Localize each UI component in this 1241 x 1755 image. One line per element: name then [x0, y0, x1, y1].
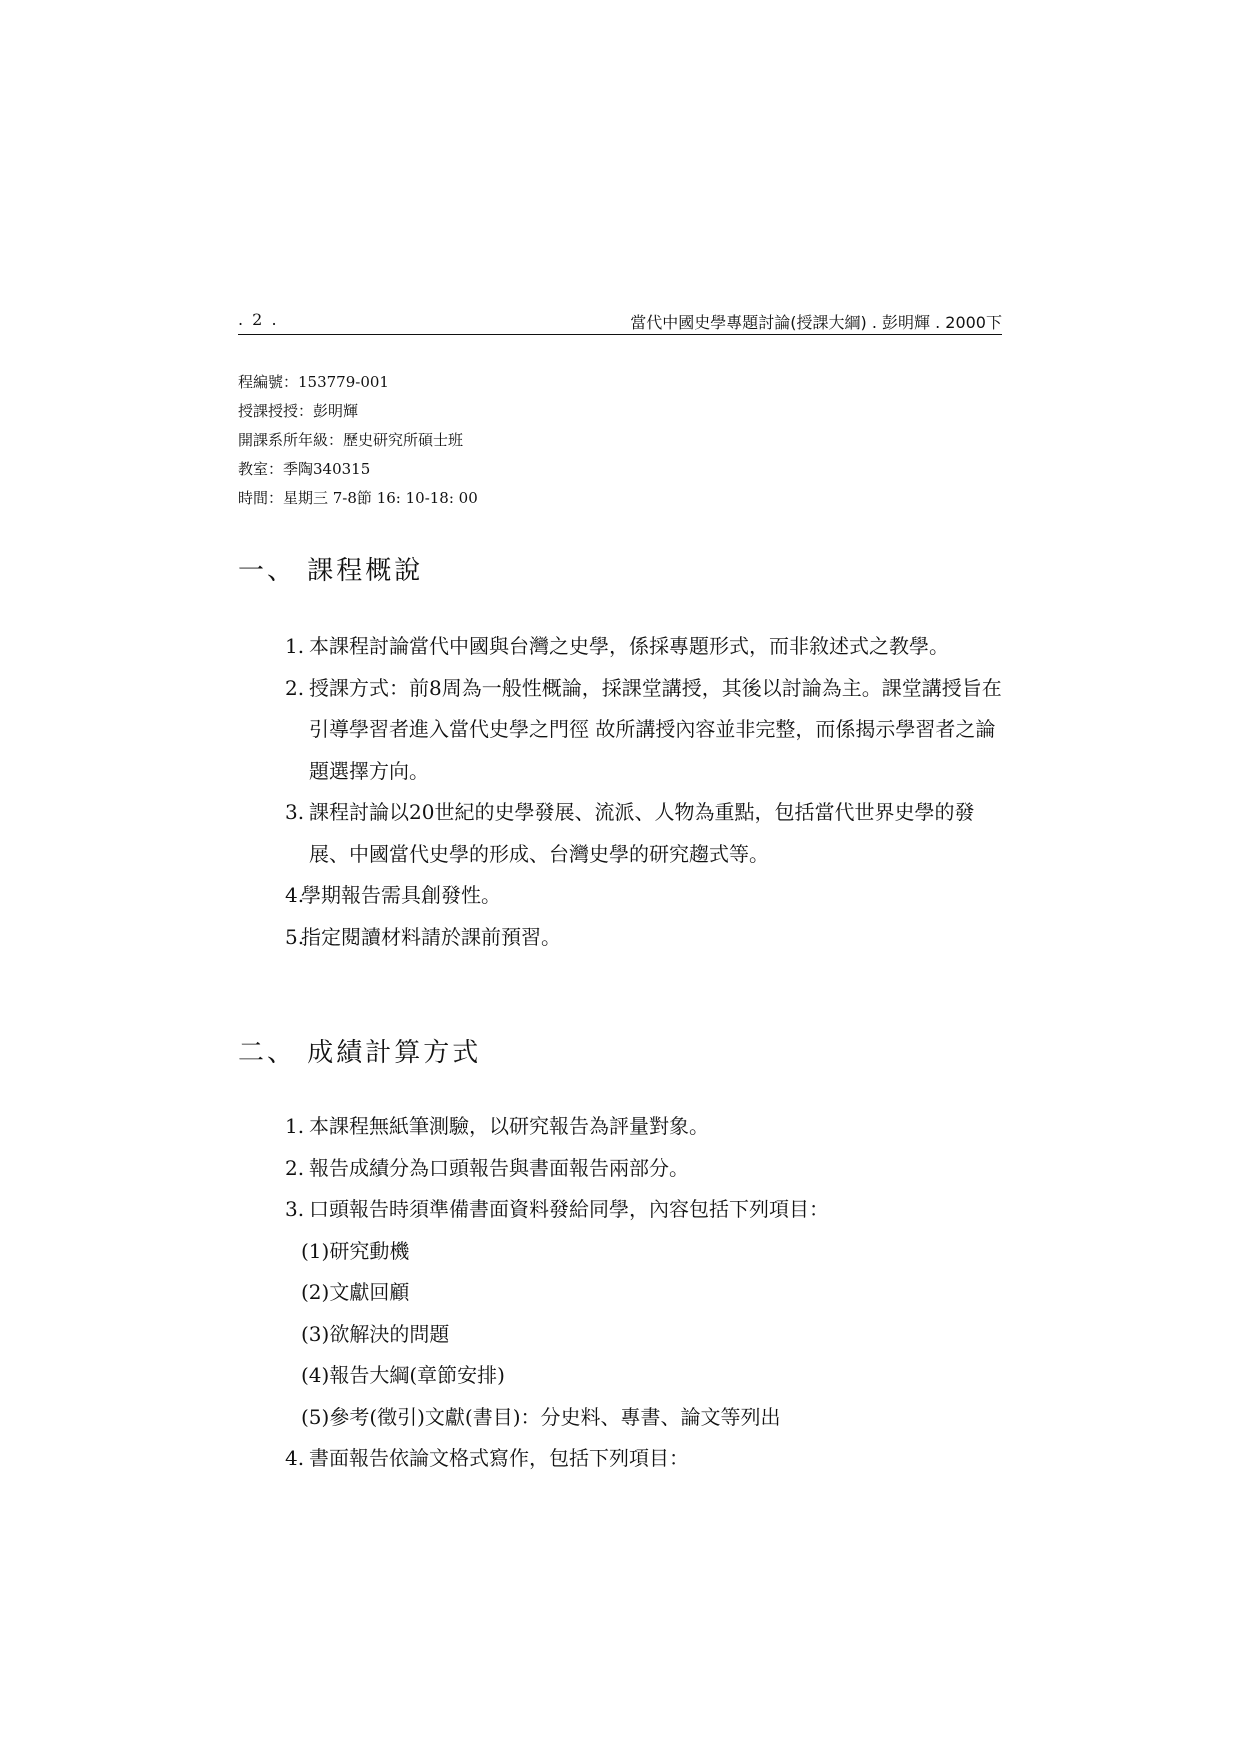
list-item	[285, 1106, 1005, 1148]
department-level: 開課系所年級：歷史研究所碩士班	[238, 431, 464, 449]
item-text: 授課方式：前8周為一般性概論，採課堂講授，其後以討論為主。課堂講授旨在引導學習者進入當代史學之門徑 故所講授內容並非完整，而係揭示學習者之論題選擇方向。	[309, 675, 1002, 783]
list-item	[285, 917, 1005, 959]
section-heading-grading: 二、 成績計算方式	[238, 1038, 482, 1068]
item-number: 1.	[285, 1114, 305, 1138]
course-info	[238, 368, 478, 513]
item-number: 1.	[285, 634, 305, 658]
course-number: 程編號：153779-001	[238, 373, 389, 391]
item-text: 本課程討論當代中國與台灣之史學，係採專題形式，而非敘述式之教學。	[309, 634, 949, 658]
item-number: 2.	[285, 1155, 305, 1180]
overview-list	[285, 626, 1005, 958]
list-item	[285, 1438, 1005, 1480]
item-number: 3.	[285, 800, 305, 824]
list-item	[285, 1148, 1005, 1190]
list-item	[285, 626, 1005, 668]
sub-list-item: (4)報告大綱(章節安排)	[301, 1363, 505, 1387]
item-text: 學期報告需具創發性。	[301, 883, 501, 907]
list-item	[285, 668, 1005, 793]
list-item	[285, 1189, 1005, 1231]
page-number: . 2 .	[238, 310, 279, 329]
instructor: 授課授授：彭明輝	[238, 402, 359, 420]
running-title: 當代中國史學專題討論(授課大綱) . 彭明輝 . 2000下	[630, 313, 1002, 332]
list-item	[285, 792, 1005, 875]
section-heading-overview: 一、 課程概說	[238, 556, 424, 586]
item-number: 4.	[285, 883, 305, 907]
item-text: 課程討論以20世紀的史學發展、流派、人物為重點，包括當代世界史學的發展、中國當代史學的形成、台灣史學的研究趨式等。	[309, 800, 975, 866]
item-number: 3.	[285, 1197, 305, 1221]
item-number: 2.	[285, 675, 305, 700]
list-item	[285, 875, 1005, 917]
class-time: 時間：星期三 7-8節 16: 10-18: 00	[238, 489, 478, 507]
item-text: 口頭報告時須準備書面資料發給同學，內容包括下列項目：	[309, 1197, 829, 1221]
sub-list-item: (3)欲解決的問題	[301, 1321, 450, 1346]
sub-list-item: (1)研究動機	[301, 1238, 410, 1263]
sub-list-item: (2)文獻回顧	[301, 1280, 410, 1304]
grading-list	[285, 1106, 1005, 1480]
item-text: 書面報告依論文格式寫作，包括下列項目：	[309, 1446, 689, 1470]
item-number: 4.	[285, 1446, 305, 1470]
item-text: 報告成績分為口頭報告與書面報告兩部分。	[309, 1155, 689, 1180]
sub-list-item: (5)參考(徵引)文獻(書目)：分史料、專書、論文等列出	[301, 1404, 781, 1429]
item-number: 5.	[285, 924, 305, 949]
item-text: 本課程無紙筆測驗，以研究報告為評量對象。	[309, 1114, 709, 1138]
item-text: 指定閱讀材料請於課前預習。	[301, 924, 561, 949]
page-header	[238, 306, 1002, 335]
classroom: 教室：季陶340315	[238, 460, 371, 478]
